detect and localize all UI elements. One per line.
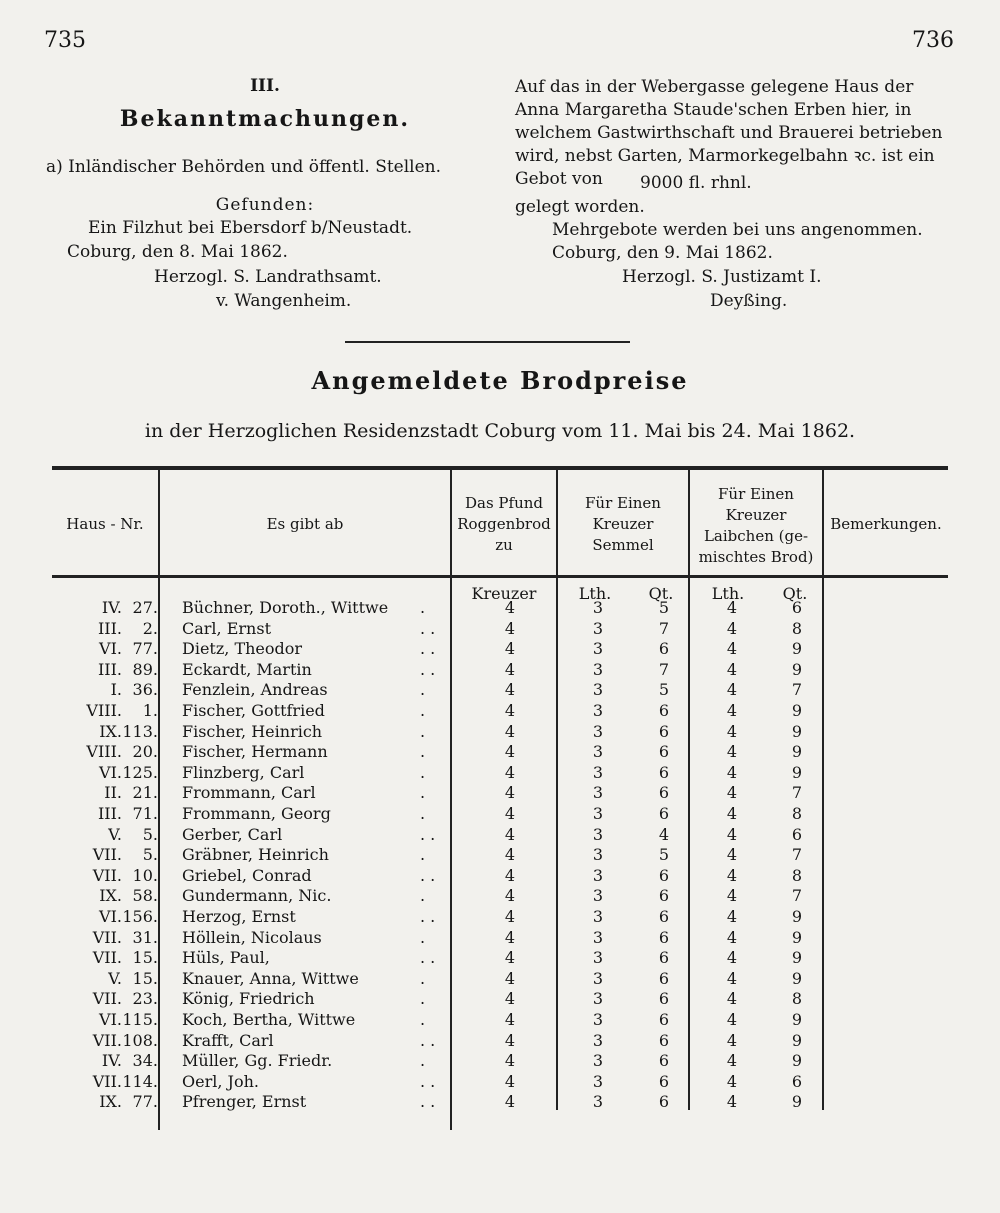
row-district: VI.: [99, 639, 122, 659]
found-heading: Gefunden:: [215, 195, 315, 215]
header-roggen: [452, 493, 556, 556]
row-roggen-price: 4: [504, 618, 516, 638]
row-district: III.: [97, 618, 122, 638]
row-laibchen-lth: 4: [726, 968, 738, 988]
table-row: [0, 742, 1000, 762]
row-laibchen-qt: 9: [791, 1051, 803, 1071]
row-house-number: 5.: [142, 845, 158, 865]
header-semmel-line: Kreuzer: [592, 515, 654, 533]
page-number-right: 736: [912, 28, 954, 53]
row-district: VII.: [92, 927, 122, 947]
row-district: IX.: [99, 886, 122, 906]
row-semmel-lth: 3: [592, 1030, 604, 1050]
row-house-number: 125.: [122, 762, 158, 782]
row-district: V.: [108, 968, 122, 988]
row-name: Griebel, Conrad: [182, 865, 312, 885]
row-semmel-lth: 3: [592, 845, 604, 865]
row-name: Knauer, Anna, Wittwe: [182, 968, 359, 988]
row-laibchen-qt: 7: [791, 680, 803, 700]
row-laibchen-lth: 4: [726, 701, 738, 720]
signature-left: v. Wangenheim.: [216, 291, 352, 311]
row-semmel-lth: 3: [592, 762, 604, 782]
row-semmel-lth: 3: [592, 907, 604, 926]
header-laibchen-line: Kreuzer: [725, 506, 787, 524]
row-semmel-lth: 3: [592, 948, 604, 968]
row-laibchen-qt: 8: [791, 989, 803, 1009]
row-name: Eckardt, Martin: [182, 659, 312, 679]
row-semmel-lth: 3: [592, 1010, 604, 1029]
notice-date-right: Coburg, den 9. Mai 1862.: [552, 243, 773, 263]
row-semmel-qt: 6: [658, 948, 670, 968]
row-semmel-qt: 6: [658, 1092, 670, 1112]
row-laibchen-lth: 4: [726, 659, 738, 679]
row-laibchen-qt: 6: [791, 824, 803, 844]
row-name: Flinzberg, Carl: [182, 762, 305, 782]
row-semmel-qt: 5: [658, 598, 670, 617]
signature-right: Deyßing.: [710, 291, 788, 311]
row-leader-dots: .: [420, 804, 426, 823]
row-laibchen-lth: 4: [726, 598, 738, 617]
subsection-heading: a) Inländischer Behörden und öffentl. Stellen.: [46, 157, 442, 177]
row-semmel-qt: 6: [658, 1051, 670, 1071]
row-roggen-price: 4: [504, 783, 516, 803]
row-semmel-qt: 7: [658, 618, 670, 638]
row-roggen-price: 4: [504, 886, 516, 906]
office-right: Herzogl. S. Justizamt I.: [622, 267, 822, 287]
row-name: Pfrenger, Ernst: [182, 1092, 307, 1112]
row-laibchen-qt: 8: [791, 618, 803, 638]
row-house-number: 27.: [132, 598, 158, 617]
row-laibchen-lth: 4: [726, 721, 738, 741]
office-left: Herzogl. S. Landrathsamt.: [154, 267, 382, 287]
row-house-number: 156.: [122, 907, 158, 926]
row-name: Oerl, Joh.: [182, 1071, 259, 1091]
row-laibchen-lth: 4: [726, 865, 738, 885]
row-name: Fenzlein, Andreas: [182, 680, 328, 700]
row-semmel-qt: 6: [658, 989, 670, 1009]
row-house-number: 58.: [132, 886, 158, 906]
table-row: [0, 845, 1000, 865]
row-leader-dots: . .: [420, 618, 436, 638]
row-leader-dots: .: [420, 762, 426, 782]
table-row: [0, 825, 1000, 845]
header-semmel: [558, 493, 688, 556]
row-laibchen-lth: 4: [726, 804, 738, 823]
table-row: [0, 783, 1000, 803]
row-house-number: 77.: [132, 639, 158, 659]
row-semmel-qt: 4: [658, 824, 670, 844]
table-row: [0, 763, 1000, 783]
row-roggen-price: 4: [504, 948, 516, 968]
row-laibchen-qt: 9: [791, 639, 803, 659]
row-semmel-qt: 6: [658, 907, 670, 926]
row-leader-dots: .: [420, 742, 426, 762]
row-semmel-qt: 6: [658, 1010, 670, 1029]
header-laibchen: [690, 484, 822, 568]
header-roggen-line: Roggenbrod: [457, 515, 551, 533]
row-semmel-qt: 7: [658, 659, 670, 679]
table-row: [0, 660, 1000, 680]
row-semmel-lth: 3: [592, 659, 604, 679]
row-semmel-qt: 6: [658, 886, 670, 906]
table-row: [0, 1010, 1000, 1030]
row-district: VI.: [99, 907, 122, 926]
row-roggen-price: 4: [504, 1051, 516, 1071]
table-row: [0, 948, 1000, 968]
unit-laibchen-lth: Lth.: [711, 584, 745, 603]
row-laibchen-lth: 4: [726, 762, 738, 782]
row-roggen-price: 4: [504, 680, 516, 700]
row-semmel-lth: 3: [592, 989, 604, 1009]
row-leader-dots: . .: [420, 907, 436, 926]
row-house-number: 114.: [122, 1071, 158, 1091]
row-house-number: 21.: [132, 783, 158, 803]
row-laibchen-qt: 9: [791, 1010, 803, 1029]
row-district: IV.: [101, 598, 122, 617]
table-row: [0, 969, 1000, 989]
table-row: [0, 701, 1000, 721]
row-roggen-price: 4: [504, 1010, 516, 1029]
row-house-number: 77.: [132, 1092, 158, 1112]
row-roggen-price: 4: [504, 907, 516, 926]
row-name: Fischer, Hermann: [182, 742, 328, 762]
row-house-number: 89.: [132, 659, 158, 679]
row-laibchen-lth: 4: [726, 845, 738, 865]
row-house-number: 15.: [132, 948, 158, 968]
row-roggen-price: 4: [504, 989, 516, 1009]
row-roggen-price: 4: [504, 598, 516, 617]
row-name: Krafft, Carl: [182, 1030, 274, 1050]
row-semmel-lth: 3: [592, 1092, 604, 1112]
row-semmel-lth: 3: [592, 701, 604, 720]
row-roggen-price: 4: [504, 701, 516, 720]
row-house-number: 34.: [132, 1051, 158, 1071]
unit-laibchen-qt: Qt.: [782, 584, 808, 603]
row-leader-dots: . .: [420, 1030, 436, 1050]
row-leader-dots: .: [420, 845, 426, 865]
row-leader-dots: .: [420, 1010, 426, 1029]
row-laibchen-qt: 9: [791, 742, 803, 762]
row-semmel-lth: 3: [592, 639, 604, 659]
row-leader-dots: .: [420, 886, 426, 906]
row-name: Müller, Gg. Friedr.: [182, 1051, 333, 1071]
row-leader-dots: .: [420, 927, 426, 947]
row-laibchen-qt: 9: [791, 1092, 803, 1112]
row-district: IX.: [99, 721, 122, 741]
notice-line-6: gelegt worden.: [515, 197, 645, 217]
row-name: Dietz, Theodor: [182, 639, 303, 659]
header-roggen-line: zu: [495, 536, 513, 554]
row-house-number: 113.: [122, 721, 158, 741]
row-semmel-qt: 6: [658, 1030, 670, 1050]
notice-line-2: Anna Margaretha Staude'schen Erben hier, in: [515, 100, 912, 120]
row-roggen-price: 4: [504, 804, 516, 823]
row-leader-dots: .: [420, 968, 426, 988]
row-laibchen-qt: 6: [791, 1071, 803, 1091]
row-semmel-lth: 3: [592, 618, 604, 638]
row-house-number: 36.: [132, 680, 158, 700]
page-number-left: 735: [44, 28, 86, 53]
row-semmel-lth: 3: [592, 927, 604, 947]
row-laibchen-lth: 4: [726, 1030, 738, 1050]
row-district: VI.: [99, 1010, 122, 1029]
row-leader-dots: . .: [420, 659, 436, 679]
row-name: Carl, Ernst: [182, 618, 271, 638]
notice-line-3: welchem Gastwirthschaft und Brauerei betrieben: [515, 123, 943, 143]
row-laibchen-lth: 4: [726, 989, 738, 1009]
header-name: Es gibt ab: [266, 515, 344, 533]
row-house-number: 5.: [142, 824, 158, 844]
row-laibchen-lth: 4: [726, 783, 738, 803]
row-laibchen-qt: 9: [791, 927, 803, 947]
row-district: III.: [97, 804, 122, 823]
row-house-number: 10.: [132, 865, 158, 885]
notice-line-5: Gebot von: [515, 169, 603, 189]
section-number: III.: [250, 76, 280, 96]
notice-line-4: wird, nebst Garten, Marmorkegelbahn ꝛc. ist ein: [515, 146, 935, 166]
row-house-number: 2.: [142, 618, 158, 638]
row-roggen-price: 4: [504, 1071, 516, 1091]
table-row: [0, 804, 1000, 824]
table-row: [0, 1031, 1000, 1051]
row-leader-dots: .: [420, 680, 426, 700]
row-district: VII.: [92, 1030, 122, 1050]
row-roggen-price: 4: [504, 927, 516, 947]
row-district: I.: [110, 680, 122, 700]
row-name: Frommann, Carl: [182, 783, 316, 803]
row-leader-dots: . .: [420, 948, 436, 968]
row-roggen-price: 4: [504, 824, 516, 844]
row-roggen-price: 4: [504, 1092, 516, 1112]
row-leader-dots: .: [420, 598, 426, 617]
row-roggen-price: 4: [504, 762, 516, 782]
row-name: Fischer, Heinrich: [182, 721, 323, 741]
section-title: Bekanntmachungen.: [119, 106, 411, 132]
row-laibchen-lth: 4: [726, 948, 738, 968]
header-semmel-line: Für Einen: [585, 494, 661, 512]
row-district: II.: [104, 783, 122, 803]
row-laibchen-qt: 9: [791, 762, 803, 782]
row-semmel-lth: 3: [592, 886, 604, 906]
header-laibchen-line: mischtes Brod): [698, 548, 814, 566]
row-district: VII.: [92, 865, 122, 885]
row-semmel-qt: 6: [658, 1071, 670, 1091]
row-name: Büchner, Doroth., Wittwe: [182, 598, 389, 617]
row-semmel-lth: 3: [592, 804, 604, 823]
row-house-number: 15.: [132, 968, 158, 988]
row-semmel-qt: 6: [658, 639, 670, 659]
row-semmel-lth: 3: [592, 598, 604, 617]
row-roggen-price: 4: [504, 968, 516, 988]
row-laibchen-qt: 9: [791, 968, 803, 988]
row-semmel-lth: 3: [592, 865, 604, 885]
row-laibchen-qt: 9: [791, 1030, 803, 1050]
row-laibchen-lth: 4: [726, 927, 738, 947]
found-item: Ein Filzhut bei Ebersdorf b/Neustadt.: [88, 218, 413, 238]
row-district: V.: [108, 824, 122, 844]
row-leader-dots: . .: [420, 1071, 436, 1091]
table-row: [0, 866, 1000, 886]
table-row: [0, 907, 1000, 927]
bid-amount: 9000 fl. rhnl.: [640, 173, 752, 193]
header-laibchen-line: Für Einen: [718, 485, 794, 503]
table-top-rule: [52, 466, 948, 470]
row-district: IX.: [99, 1092, 122, 1112]
row-roggen-price: 4: [504, 721, 516, 741]
row-laibchen-qt: 8: [791, 865, 803, 885]
divider-line: [345, 341, 630, 343]
table-row: [0, 722, 1000, 742]
row-name: Frommann, Georg: [182, 804, 331, 823]
row-roggen-price: 4: [504, 742, 516, 762]
row-leader-dots: .: [420, 1051, 426, 1071]
row-laibchen-qt: 8: [791, 804, 803, 823]
header-bemerkungen: Bemerkungen.: [830, 515, 942, 533]
row-laibchen-lth: 4: [726, 680, 738, 700]
row-semmel-lth: 3: [592, 680, 604, 700]
row-district: VII.: [92, 1071, 122, 1091]
row-laibchen-lth: 4: [726, 1071, 738, 1091]
row-district: VIII.: [86, 742, 122, 762]
row-semmel-qt: 6: [658, 721, 670, 741]
row-leader-dots: .: [420, 701, 426, 720]
row-name: Herzog, Ernst: [182, 907, 296, 926]
row-semmel-qt: 6: [658, 783, 670, 803]
row-house-number: 108.: [122, 1030, 158, 1050]
row-semmel-qt: 6: [658, 762, 670, 782]
row-laibchen-qt: 9: [791, 948, 803, 968]
row-leader-dots: . .: [420, 824, 436, 844]
unit-kreuzer: Kreuzer: [471, 584, 537, 603]
row-leader-dots: . .: [420, 639, 436, 659]
table-header-rule: [52, 575, 948, 578]
row-laibchen-qt: 9: [791, 659, 803, 679]
row-roggen-price: 4: [504, 659, 516, 679]
notice-date-left: Coburg, den 8. Mai 1862.: [67, 242, 288, 262]
row-semmel-qt: 6: [658, 968, 670, 988]
row-name: Hüls, Paul,: [182, 948, 270, 968]
row-semmel-lth: 3: [592, 783, 604, 803]
row-name: Gräbner, Heinrich: [182, 845, 329, 865]
header-haus-nr: Haus - Nr.: [66, 515, 144, 533]
row-laibchen-lth: 4: [726, 1051, 738, 1071]
row-district: IV.: [101, 1051, 122, 1071]
row-district: VII.: [92, 989, 122, 1009]
row-name: Gerber, Carl: [182, 824, 283, 844]
row-district: III.: [97, 659, 122, 679]
row-semmel-qt: 5: [658, 680, 670, 700]
row-house-number: 1.: [142, 701, 158, 720]
notice-line-7: Mehrgebote werden bei uns angenommen.: [552, 220, 923, 240]
row-house-number: 115.: [122, 1010, 158, 1029]
row-house-number: 20.: [132, 742, 158, 762]
row-laibchen-lth: 4: [726, 907, 738, 926]
row-name: König, Friedrich: [182, 989, 315, 1009]
row-semmel-lth: 3: [592, 1071, 604, 1091]
row-semmel-lth: 3: [592, 824, 604, 844]
table-row: [0, 1092, 1000, 1112]
row-semmel-qt: 6: [658, 742, 670, 762]
notice-line-1: Auf das in der Webergasse gelegene Haus der: [515, 77, 914, 97]
row-laibchen-lth: 4: [726, 639, 738, 659]
row-semmel-qt: 5: [658, 845, 670, 865]
row-roggen-price: 4: [504, 865, 516, 885]
row-laibchen-qt: 7: [791, 783, 803, 803]
unit-semmel-lth: Lth.: [578, 584, 612, 603]
row-semmel-lth: 3: [592, 1051, 604, 1071]
header-laibchen-line: Laibchen (ge-: [703, 527, 809, 545]
row-semmel-qt: 6: [658, 804, 670, 823]
row-district: VIII.: [86, 701, 122, 720]
row-laibchen-qt: 9: [791, 701, 803, 720]
row-laibchen-lth: 4: [726, 742, 738, 762]
row-laibchen-lth: 4: [726, 1010, 738, 1029]
row-leader-dots: . .: [420, 1092, 436, 1112]
row-district: VII.: [92, 845, 122, 865]
unit-semmel-qt: Qt.: [648, 584, 674, 603]
row-leader-dots: .: [420, 989, 426, 1009]
row-laibchen-lth: 4: [726, 1092, 738, 1112]
row-laibchen-lth: 4: [726, 618, 738, 638]
row-roggen-price: 4: [504, 639, 516, 659]
row-semmel-qt: 6: [658, 865, 670, 885]
row-laibchen-lth: 4: [726, 886, 738, 906]
row-semmel-lth: 3: [592, 968, 604, 988]
row-house-number: 31.: [132, 927, 158, 947]
row-laibchen-qt: 9: [791, 907, 803, 926]
table-row: [0, 619, 1000, 639]
header-semmel-line: Semmel: [592, 536, 654, 554]
row-semmel-qt: 6: [658, 927, 670, 947]
table-row: [0, 680, 1000, 700]
row-house-number: 23.: [132, 989, 158, 1009]
row-roggen-price: 4: [504, 845, 516, 865]
row-laibchen-qt: 7: [791, 886, 803, 906]
row-leader-dots: . .: [420, 865, 436, 885]
table-row: [0, 1051, 1000, 1071]
row-name: Fischer, Gottfried: [182, 701, 325, 720]
row-district: VI.: [99, 762, 122, 782]
price-table-title: Angemeldete Brodpreise: [311, 366, 689, 395]
table-row: [0, 598, 1000, 618]
row-laibchen-qt: 7: [791, 845, 803, 865]
table-row: [0, 1072, 1000, 1092]
row-laibchen-qt: 9: [791, 721, 803, 741]
row-semmel-lth: 3: [592, 742, 604, 762]
header-roggen-line: Das Pfund: [464, 494, 543, 512]
row-leader-dots: .: [420, 721, 426, 741]
row-leader-dots: .: [420, 783, 426, 803]
row-semmel-qt: 6: [658, 701, 670, 720]
row-laibchen-qt: 6: [791, 598, 803, 617]
row-district: VII.: [92, 948, 122, 968]
table-row: [0, 886, 1000, 906]
row-house-number: 71.: [132, 804, 158, 823]
table-row: [0, 928, 1000, 948]
row-roggen-price: 4: [504, 1030, 516, 1050]
price-table-subtitle: in der Herzoglichen Residenzstadt Coburg vom 11. Mai bis 24. Mai 1862.: [144, 420, 856, 442]
table-row: [0, 639, 1000, 659]
row-name: Gundermann, Nic.: [182, 886, 332, 906]
table-row: [0, 989, 1000, 1009]
row-name: Koch, Bertha, Wittwe: [182, 1010, 356, 1029]
row-name: Höllein, Nicolaus: [182, 927, 322, 947]
row-laibchen-lth: 4: [726, 824, 738, 844]
row-semmel-lth: 3: [592, 721, 604, 741]
